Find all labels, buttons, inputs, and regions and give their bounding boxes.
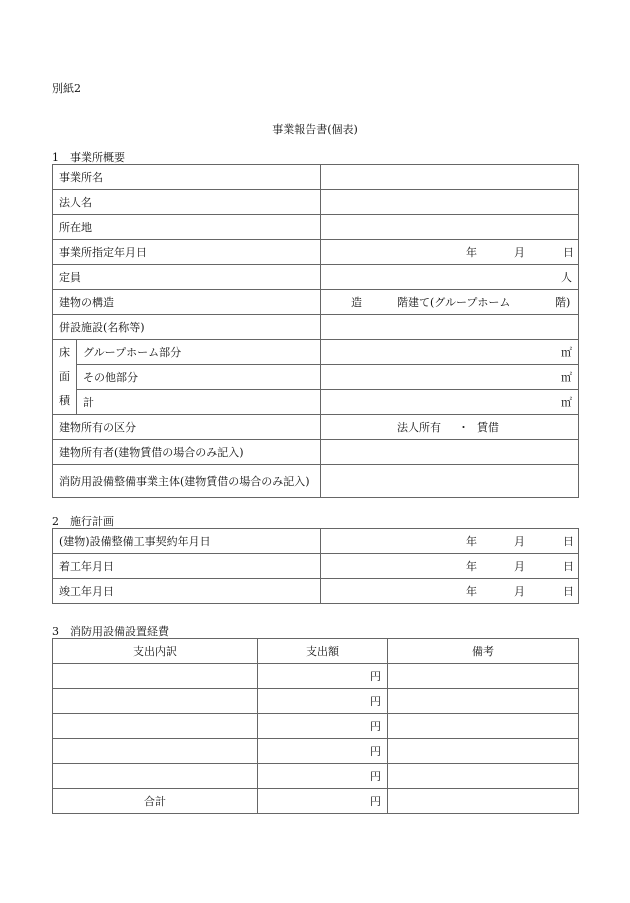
total-remarks-cell[interactable] [388, 789, 579, 814]
owner-field[interactable] [321, 440, 579, 465]
total-row [53, 789, 579, 814]
start-date-label: 着工年月日 [53, 554, 321, 579]
document-title: 事業報告書(個表) [272, 123, 358, 136]
table-row [53, 415, 579, 440]
ownership-field[interactable] [321, 415, 579, 440]
corp-name-label: 法人名 [53, 190, 321, 215]
table-row [53, 365, 579, 390]
designation-date-label: 事業所指定年月日 [53, 240, 321, 265]
capacity-field[interactable] [321, 265, 579, 290]
table-row [53, 714, 579, 739]
owner-label: 建物所有者(建物賃借の場合のみ記入) [53, 440, 321, 465]
completion-date-label: 竣工年月日 [53, 579, 321, 604]
breakdown-cell[interactable] [53, 664, 258, 689]
table-row [53, 465, 579, 498]
day-unit: 日 [563, 246, 574, 259]
fire-entity-label: 消防用設備整備事業主体(建物賃借の場合のみ記入) [53, 465, 321, 498]
structure-field[interactable] [321, 290, 579, 315]
start-date-field[interactable]: 年 月 日 [321, 554, 579, 579]
floor-area-gh-field[interactable]: ㎡ [321, 340, 579, 365]
structure-zou: 造 [351, 296, 362, 309]
section3-title: 3 消防用設備設置経費 [52, 625, 169, 638]
floor-area-other-label: その他部分 [77, 365, 321, 390]
table-row [53, 440, 579, 465]
breakdown-cell[interactable] [53, 764, 258, 789]
annex-field[interactable] [321, 315, 579, 340]
floor-area-total-field[interactable]: ㎡ [321, 390, 579, 415]
designation-date-field[interactable] [321, 240, 579, 265]
table-row [53, 664, 579, 689]
table-row [53, 529, 579, 554]
contract-date-label: (建物)設備整備工事契約年月日 [53, 529, 321, 554]
office-overview-table [52, 164, 579, 498]
section1-title: 1 事業所概要 [52, 151, 125, 164]
amount-cell[interactable]: 円 [258, 764, 388, 789]
table-row [53, 190, 579, 215]
attachment-label: 別紙2 [52, 82, 81, 95]
column-header-breakdown: 支出内訳 [53, 639, 258, 664]
table-row [53, 739, 579, 764]
ownership-own-option[interactable]: 法人所有 [397, 421, 441, 434]
column-header-amount: 支出額 [258, 639, 388, 664]
structure-kai-end: 階) [555, 296, 571, 309]
capacity-label: 定員 [53, 265, 321, 290]
amount-cell[interactable]: 円 [258, 714, 388, 739]
breakdown-cell[interactable] [53, 739, 258, 764]
table-row [53, 265, 579, 290]
structure-floors: 階建て(グループホーム [397, 296, 511, 309]
table-row [53, 165, 579, 190]
remarks-cell[interactable] [388, 689, 579, 714]
location-field[interactable] [321, 215, 579, 240]
annex-label: 併設施設(名称等) [53, 315, 321, 340]
construction-plan-table [52, 528, 579, 604]
remarks-cell[interactable] [388, 739, 579, 764]
corp-name-field[interactable] [321, 190, 579, 215]
ownership-lease-option[interactable]: 賃借 [477, 421, 499, 434]
table-row [53, 390, 579, 415]
office-name-field[interactable] [321, 165, 579, 190]
table-row [53, 215, 579, 240]
month-unit: 月 [514, 246, 525, 259]
column-header-remarks: 備考 [388, 639, 579, 664]
floor-area-other-field[interactable]: ㎡ [321, 365, 579, 390]
amount-cell[interactable]: 円 [258, 739, 388, 764]
remarks-cell[interactable] [388, 764, 579, 789]
capacity-unit: 人 [561, 271, 572, 284]
table-row [53, 764, 579, 789]
table-row [53, 579, 579, 604]
structure-label: 建物の構造 [53, 290, 321, 315]
year-unit: 年 [466, 246, 477, 259]
table-row [53, 340, 579, 365]
table-row [53, 290, 579, 315]
table-header-row [53, 639, 579, 664]
completion-date-field[interactable]: 年 月 日 [321, 579, 579, 604]
amount-cell[interactable]: 円 [258, 664, 388, 689]
fire-entity-field[interactable] [321, 465, 579, 498]
office-name-label: 事業所名 [53, 165, 321, 190]
ownership-label: 建物所有の区分 [53, 415, 321, 440]
floor-area-total-label: 計 [77, 390, 321, 415]
section2-title: 2 施行計画 [52, 515, 114, 528]
location-label: 所在地 [53, 215, 321, 240]
floor-area-group-label: 床 面 積 [53, 340, 77, 415]
remarks-cell[interactable] [388, 714, 579, 739]
table-row [53, 315, 579, 340]
breakdown-cell[interactable] [53, 714, 258, 739]
total-label: 合計 [53, 789, 258, 814]
amount-cell[interactable]: 円 [258, 689, 388, 714]
breakdown-cell[interactable] [53, 689, 258, 714]
table-row [53, 689, 579, 714]
total-amount-cell[interactable]: 円 [258, 789, 388, 814]
fire-equipment-cost-table [52, 638, 579, 814]
floor-area-gh-label: グループホーム部分 [77, 340, 321, 365]
ownership-separator: ・ [458, 421, 469, 434]
table-row [53, 554, 579, 579]
remarks-cell[interactable] [388, 664, 579, 689]
contract-date-field[interactable]: 年 月 日 [321, 529, 579, 554]
table-row [53, 240, 579, 265]
